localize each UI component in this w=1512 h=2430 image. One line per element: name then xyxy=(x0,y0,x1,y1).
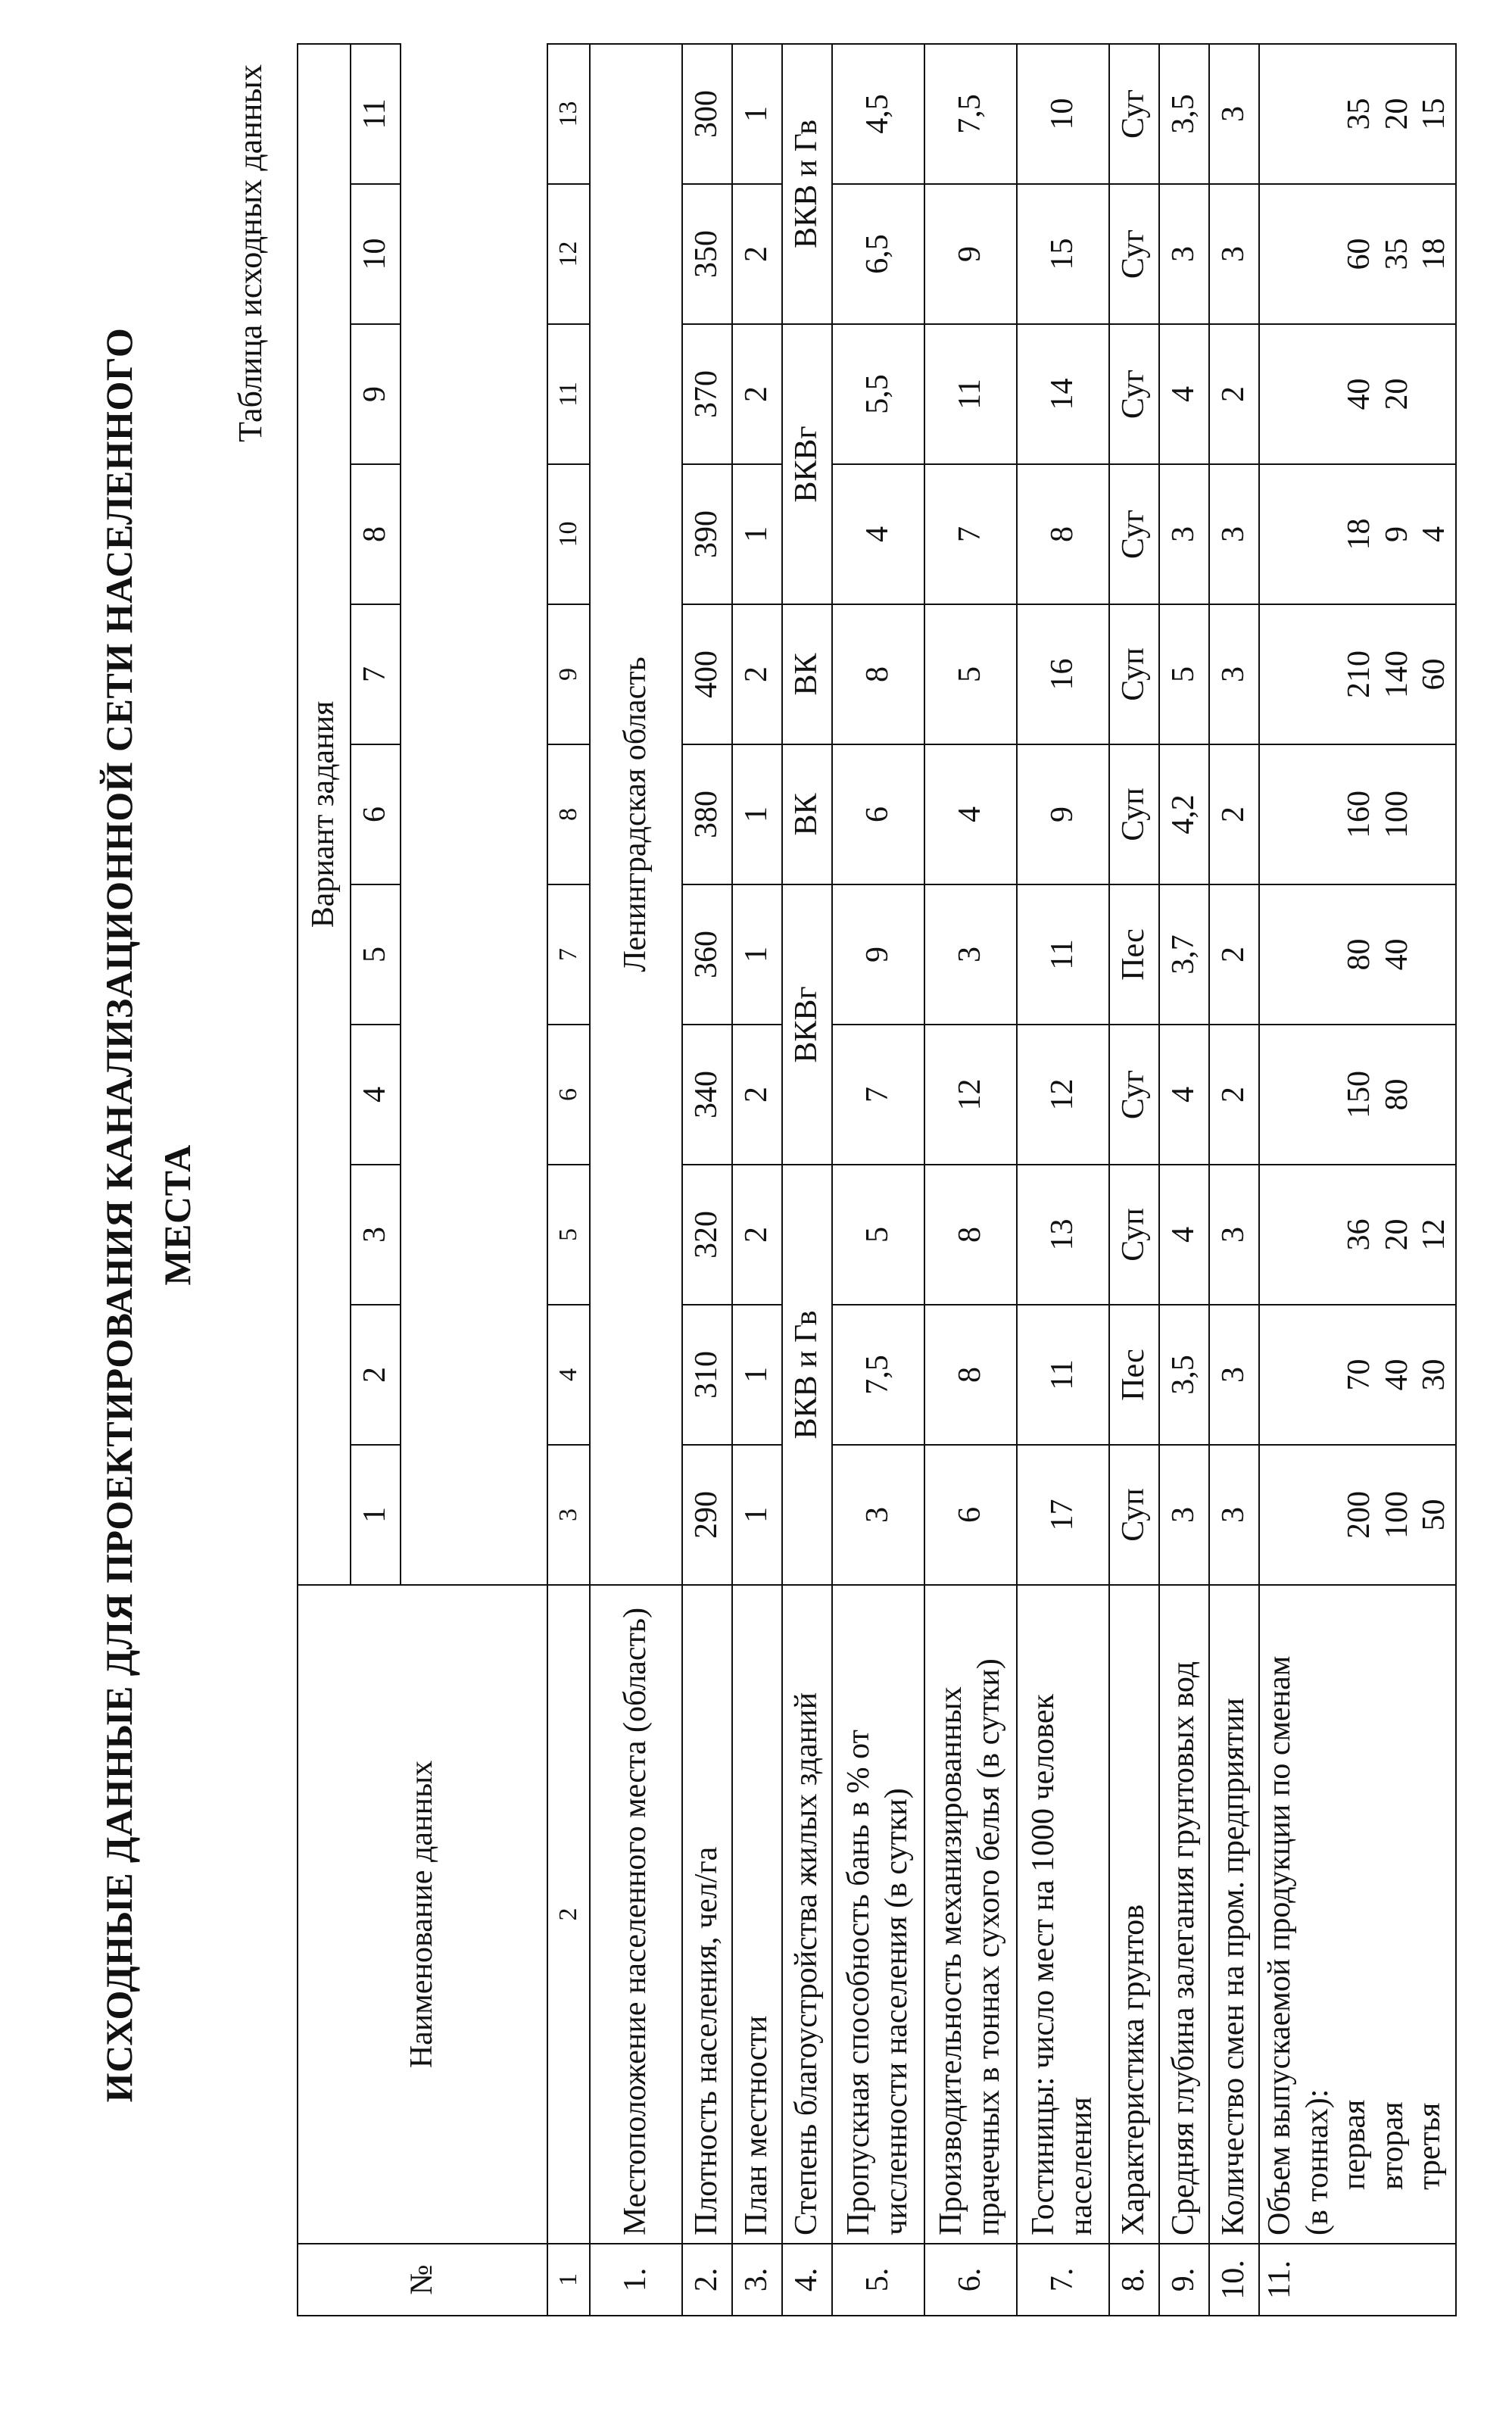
value-cell: 3,5 xyxy=(1159,44,1209,184)
variant-6: 6 xyxy=(351,744,401,884)
variant-3: 3 xyxy=(351,1165,401,1305)
col-index-4: 4 xyxy=(547,1305,590,1445)
value-cell: 3 xyxy=(1209,1165,1259,1305)
row-number: 6. xyxy=(924,2244,1017,2316)
col-index-8: 8 xyxy=(547,744,590,884)
value-cell: 5 xyxy=(1159,604,1209,744)
shift-value: 12 xyxy=(1417,1218,1452,1251)
row-name-line1: Объем выпускаемой продукции по сменам xyxy=(1262,1655,1297,2235)
row-name: План местности xyxy=(732,1585,782,2244)
row-name xyxy=(1259,1585,1456,2244)
value-cell: 4 xyxy=(924,744,1017,884)
row-number: 5. xyxy=(832,2244,924,2316)
shift-value xyxy=(1416,329,1454,459)
value-cell-stack xyxy=(1259,324,1456,464)
value-cell: 2 xyxy=(1209,744,1259,884)
table-row-1 xyxy=(590,44,682,2316)
value-cell: Пес xyxy=(1109,884,1159,1025)
value-cell: 8 xyxy=(832,604,924,744)
value-cell-stack xyxy=(1259,744,1456,884)
row-name: Местоположение населенного места (область) xyxy=(590,1585,682,2244)
table-row-11 xyxy=(1259,44,1456,2316)
value-cell: 340 xyxy=(682,1025,732,1165)
variant-8: 8 xyxy=(351,464,401,604)
row-name: Производительность механизированных прачечных в тоннах сухого белья (в сутки) xyxy=(924,1585,1017,2244)
value-cell: 3 xyxy=(1209,1305,1259,1445)
value-cell-stack xyxy=(1259,44,1456,184)
value-cell: Суг xyxy=(1109,1025,1159,1165)
value-cell: 10 xyxy=(1017,44,1109,184)
shift-value: 70 xyxy=(1342,1358,1377,1391)
value-cell: 1 xyxy=(732,44,782,184)
value-cell: 4 xyxy=(832,464,924,604)
shift-value: 160 xyxy=(1342,791,1377,838)
shift-value: 40 xyxy=(1379,1358,1414,1391)
value-cell: 8 xyxy=(924,1165,1017,1305)
value-cell: 3 xyxy=(1159,1445,1209,1585)
value-cell: 11 xyxy=(1017,1305,1109,1445)
value-cell: 4 xyxy=(1159,1165,1209,1305)
value-cell: 2 xyxy=(732,324,782,464)
header-no: № xyxy=(298,2244,547,2316)
value-cell: 1 xyxy=(732,884,782,1025)
value-cell: 2 xyxy=(1209,1025,1259,1165)
shift-value xyxy=(1416,890,1454,1019)
shift-value: 18 xyxy=(1417,238,1452,270)
col-index-9: 9 xyxy=(547,604,590,744)
table-row-10 xyxy=(1209,44,1259,2316)
row-name: Плотность населения, чел/га xyxy=(682,1585,732,2244)
value-cell: Пес xyxy=(1109,1305,1159,1445)
value-cell: 3,5 xyxy=(1159,1305,1209,1445)
value-cell: Суг xyxy=(1109,184,1159,324)
value-cell-stack xyxy=(1259,464,1456,604)
row-number: 7. xyxy=(1017,2244,1109,2316)
value-cell: 9 xyxy=(924,184,1017,324)
value-cell: 14 xyxy=(1017,324,1109,464)
value-cell-stack xyxy=(1259,1165,1456,1305)
value-cell: 390 xyxy=(682,464,732,604)
row-name: Характеристика грунтов xyxy=(1109,1585,1159,2244)
value-cell: 7,5 xyxy=(924,44,1017,184)
value-cell: ВК xyxy=(782,604,832,744)
value-cell: 12 xyxy=(924,1025,1017,1165)
value-cell: 13 xyxy=(1017,1165,1109,1305)
shift-label-first: первая xyxy=(1337,2099,1373,2190)
row-name: Средняя глубина залегания грунтовых вод xyxy=(1159,1585,1209,2244)
shift-value: 150 xyxy=(1342,1071,1377,1118)
value-cell: 8 xyxy=(924,1305,1017,1445)
shift-value: 100 xyxy=(1379,1491,1414,1539)
col-index-5: 5 xyxy=(547,1165,590,1305)
value-cell: 6,5 xyxy=(832,184,924,324)
value-cell: 2 xyxy=(732,604,782,744)
value-cell: 3 xyxy=(832,1445,924,1585)
variant-2: 2 xyxy=(351,1305,401,1445)
value-cell: 3 xyxy=(1209,44,1259,184)
value-cell: 9 xyxy=(832,884,924,1025)
row-name: Гостиницы: число мест на 1000 человек населения xyxy=(1017,1585,1109,2244)
shift-value: 20 xyxy=(1379,98,1414,130)
value-cell-stack xyxy=(1259,604,1456,744)
table-row-6 xyxy=(924,44,1017,2316)
source-data-table xyxy=(297,43,1457,2316)
variant-10: 10 xyxy=(351,184,401,324)
shift-label-third: третья xyxy=(1412,2102,1448,2190)
value-cell: 1 xyxy=(732,1445,782,1585)
table-row-5 xyxy=(832,44,924,2316)
value-cell-stack xyxy=(1259,1025,1456,1165)
merged-value-cell: ВКВг xyxy=(782,324,832,604)
value-cell: 5,5 xyxy=(832,324,924,464)
value-cell: 9 xyxy=(1017,744,1109,884)
row-number: 1. xyxy=(590,2244,682,2316)
row-number: 8. xyxy=(1109,2244,1159,2316)
row-number: 9. xyxy=(1159,2244,1209,2316)
value-cell: 290 xyxy=(682,1445,732,1585)
shift-value: 210 xyxy=(1342,650,1377,698)
merged-region-cell: Ленинградская область xyxy=(590,44,682,1585)
shift-value: 80 xyxy=(1342,938,1377,971)
table-row-8 xyxy=(1109,44,1159,2316)
value-cell: 3 xyxy=(1209,184,1259,324)
value-cell: 5 xyxy=(832,1165,924,1305)
value-cell: 1 xyxy=(732,1305,782,1445)
value-cell: 2 xyxy=(1209,884,1259,1025)
value-cell: 400 xyxy=(682,604,732,744)
value-cell-stack xyxy=(1259,1445,1456,1585)
variant-1: 1 xyxy=(351,1445,401,1585)
value-cell: 11 xyxy=(1017,884,1109,1025)
value-cell: 2 xyxy=(732,1025,782,1165)
row-name: Степень благоустройства жилых зданий xyxy=(782,1585,832,2244)
value-cell: 3 xyxy=(1159,184,1209,324)
shift-value: 4 xyxy=(1417,526,1452,542)
shift-value: 80 xyxy=(1379,1078,1414,1111)
value-cell: 300 xyxy=(682,44,732,184)
shift-value: 50 xyxy=(1417,1499,1452,1531)
value-cell: 8 xyxy=(1017,464,1109,604)
shift-value: 20 xyxy=(1379,1218,1414,1251)
merged-value-cell: ВКВ и Гв xyxy=(782,1165,832,1585)
value-cell: 3 xyxy=(1209,464,1259,604)
value-cell: 17 xyxy=(1017,1445,1109,1585)
row-number: 3. xyxy=(732,2244,782,2316)
value-cell-stack xyxy=(1259,1305,1456,1445)
shift-value: 9 xyxy=(1379,526,1414,542)
value-cell: Суг xyxy=(1109,44,1159,184)
row-name: Количество смен на пром. предприятии xyxy=(1209,1585,1259,2244)
shift-value: 60 xyxy=(1342,238,1377,270)
value-cell: 6 xyxy=(924,1445,1017,1585)
row-name-line2: (в тоннах): xyxy=(1299,2088,1335,2235)
col-index-6: 6 xyxy=(547,1025,590,1165)
value-cell: 16 xyxy=(1017,604,1109,744)
value-cell: 3 xyxy=(1209,1445,1259,1585)
value-cell-stack xyxy=(1259,184,1456,324)
shift-value: 30 xyxy=(1417,1358,1452,1391)
shift-value: 200 xyxy=(1342,1491,1377,1539)
col-index-13: 13 xyxy=(547,44,590,184)
row-number: 2. xyxy=(682,2244,732,2316)
shift-label-second: вторая xyxy=(1374,2101,1410,2190)
table-row-4 xyxy=(782,44,832,2316)
variant-5: 5 xyxy=(351,884,401,1025)
value-cell: 6 xyxy=(832,744,924,884)
col-index-12: 12 xyxy=(547,184,590,324)
merged-value-cell: ВКВг xyxy=(782,884,832,1165)
value-cell: 4 xyxy=(1159,324,1209,464)
document-title-line2: МЕСТА xyxy=(156,1144,198,1286)
value-cell: 3 xyxy=(1159,464,1209,604)
merged-value-cell: ВКВ и Гв xyxy=(782,44,832,324)
variant-9: 9 xyxy=(351,324,401,464)
value-cell: Суп xyxy=(1109,744,1159,884)
value-cell: 3 xyxy=(1209,604,1259,744)
value-cell: 12 xyxy=(1017,1025,1109,1165)
shift-value: 35 xyxy=(1379,238,1414,270)
value-cell: 370 xyxy=(682,324,732,464)
variant-4: 4 xyxy=(351,1025,401,1165)
value-cell: Суп xyxy=(1109,604,1159,744)
shift-value: 100 xyxy=(1379,791,1414,838)
col-index-11: 11 xyxy=(547,324,590,464)
value-cell: 7 xyxy=(924,464,1017,604)
col-index-1: 1 xyxy=(547,2244,590,2316)
value-cell: 3 xyxy=(924,884,1017,1025)
shift-value xyxy=(1416,750,1454,879)
shift-value: 20 xyxy=(1379,378,1414,410)
value-cell: 7,5 xyxy=(832,1305,924,1445)
value-cell: 310 xyxy=(682,1305,732,1445)
row-number: 10. xyxy=(1209,2244,1259,2316)
variant-7: 7 xyxy=(351,604,401,744)
shift-value xyxy=(1416,1030,1454,1159)
row-name: Пропускная способность бань в % от численности населения (в сутки) xyxy=(832,1585,924,2244)
shift-value: 15 xyxy=(1417,98,1452,130)
table-caption: Таблица исходных данных xyxy=(232,64,269,442)
value-cell: 1 xyxy=(732,464,782,604)
value-cell: 4,2 xyxy=(1159,744,1209,884)
value-cell: Суг xyxy=(1109,464,1159,604)
value-cell: Суг xyxy=(1109,324,1159,464)
shift-value: 35 xyxy=(1342,98,1377,130)
value-cell: ВК xyxy=(782,744,832,884)
value-cell: 350 xyxy=(682,184,732,324)
value-cell: Суп xyxy=(1109,1165,1159,1305)
value-cell: 380 xyxy=(682,744,732,884)
column-index-row xyxy=(547,44,590,2316)
col-index-3: 3 xyxy=(547,1445,590,1585)
value-cell: 15 xyxy=(1017,184,1109,324)
header-name: Наименование данных xyxy=(298,1585,547,2244)
shift-value: 40 xyxy=(1379,938,1414,971)
value-cell: 2 xyxy=(732,1165,782,1305)
col-index-2: 2 xyxy=(547,1585,590,2244)
value-cell: 2 xyxy=(732,184,782,324)
document-title-line1: ИСХОДНЫЕ ДАННЫЕ ДЛЯ ПРОЕКТИРОВАНИЯ КАНАЛИЗАЦИОННОЙ СЕТИ НАСЕЛЕННОГО xyxy=(98,327,140,2103)
shift-value: 36 xyxy=(1342,1218,1377,1251)
shift-value: 60 xyxy=(1417,658,1452,691)
col-index-7: 7 xyxy=(547,884,590,1025)
value-cell: 4,5 xyxy=(832,44,924,184)
value-cell: 2 xyxy=(1209,324,1259,464)
value-cell: 7 xyxy=(832,1025,924,1165)
value-cell: 360 xyxy=(682,884,732,1025)
table-row-7 xyxy=(1017,44,1109,2316)
shift-value: 18 xyxy=(1342,518,1377,551)
value-cell: 1 xyxy=(732,744,782,884)
shift-value: 140 xyxy=(1379,650,1414,698)
value-cell-stack xyxy=(1259,884,1456,1025)
variant-11: 11 xyxy=(351,44,401,184)
value-cell: 4 xyxy=(1159,1025,1209,1165)
table-row-3 xyxy=(732,44,782,2316)
col-index-10: 10 xyxy=(547,464,590,604)
value-cell: 320 xyxy=(682,1165,732,1305)
header-variant: Вариант задания xyxy=(298,44,351,1585)
row-number: 4. xyxy=(782,2244,832,2316)
row-number: 11. xyxy=(1259,2244,1456,2316)
value-cell: 3,7 xyxy=(1159,884,1209,1025)
table-row-9 xyxy=(1159,44,1209,2316)
table-row-2 xyxy=(682,44,732,2316)
shift-value: 40 xyxy=(1342,378,1377,410)
value-cell: Суп xyxy=(1109,1445,1159,1585)
value-cell: 5 xyxy=(924,604,1017,744)
value-cell: 11 xyxy=(924,324,1017,464)
